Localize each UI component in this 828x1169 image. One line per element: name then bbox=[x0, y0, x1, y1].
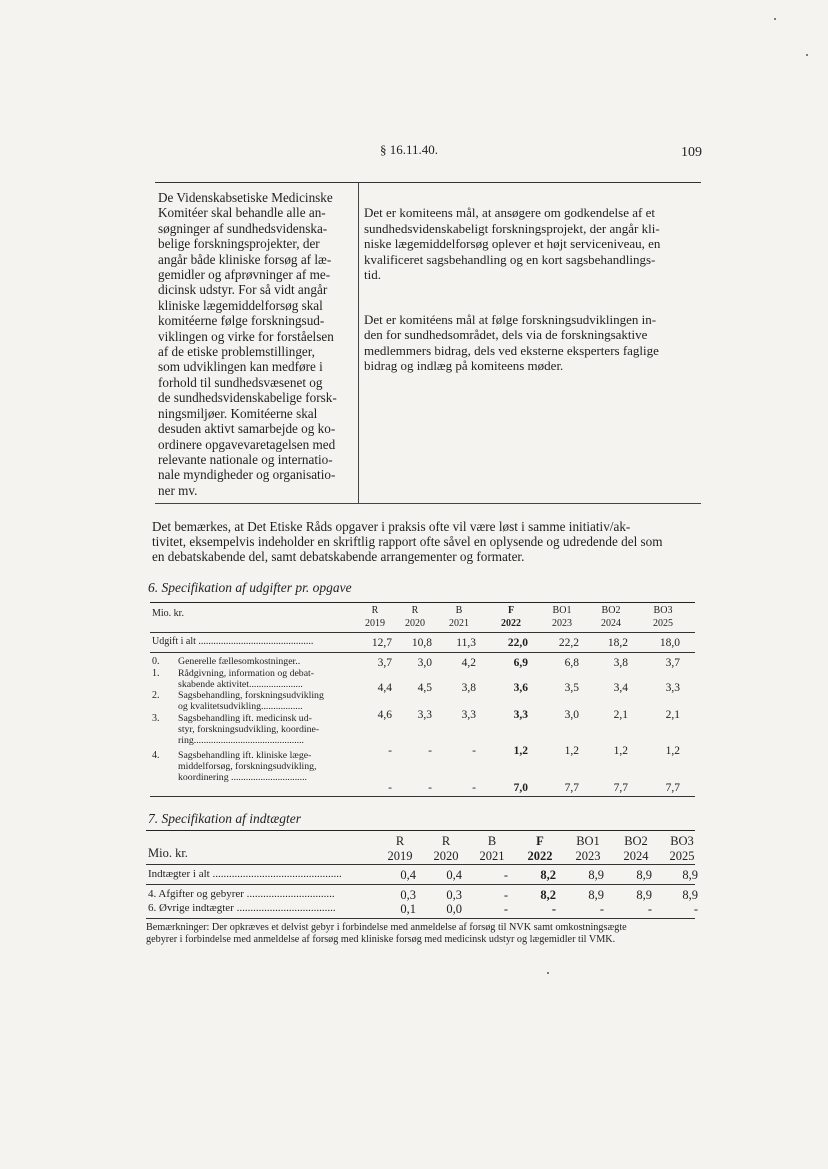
table2-col-code: R bbox=[395, 834, 405, 848]
table1-col-code: BO3 bbox=[653, 605, 673, 616]
body-paragraph: Det bemærkes, at Det Etiske Råds opgaver i praksis ofte vil være løst i samme initiativ/ak- tivitet, eksempelvis indeholder en skriftlig rapport ofte såvel en oplysende og udredende del som en debatskabende del, samt debatskabende arrangementer og formater. bbox=[152, 519, 663, 564]
table1-row-number: 3. bbox=[152, 713, 160, 724]
table2-cell: 8,9 bbox=[682, 888, 698, 902]
table1-cell: 3,3 bbox=[513, 709, 528, 721]
scan-speck bbox=[547, 972, 549, 974]
table1-cell: 3,3 bbox=[461, 709, 476, 721]
table1-row-number: 4. bbox=[152, 750, 160, 761]
table2-total-cell: 0,4 bbox=[446, 868, 462, 882]
table1-cell: - bbox=[428, 782, 432, 794]
table1-cell: 1,2 bbox=[513, 745, 528, 757]
table2-col-code: B bbox=[487, 834, 497, 848]
table2-total-cell: 8,9 bbox=[636, 868, 652, 882]
table2-col-year: 2019 bbox=[387, 849, 413, 863]
scan-speck bbox=[806, 54, 808, 56]
table1-cell: 3,3 bbox=[417, 709, 432, 721]
table1-unit: Mio. kr. bbox=[152, 608, 184, 619]
table2-row-label: 4. Afgifter og gebyrer ................................ bbox=[148, 888, 335, 900]
table2-cell: 0,1 bbox=[400, 902, 416, 916]
table1-total-cell: 22,0 bbox=[507, 637, 528, 649]
table2-col-code: F bbox=[536, 834, 544, 848]
table2-col-code: BO2 bbox=[624, 834, 648, 848]
table1-cell: 3,7 bbox=[665, 657, 680, 669]
table1-cell: 3,5 bbox=[564, 682, 579, 694]
table1-col-year: 2025 bbox=[653, 618, 673, 629]
table2-col-code: BO1 bbox=[576, 834, 600, 848]
table1-col-code: F bbox=[507, 605, 515, 616]
table1-cell: 7,7 bbox=[665, 782, 680, 794]
table1-cell: 4,2 bbox=[461, 657, 476, 669]
table1-total-rule bbox=[150, 652, 695, 653]
table2-col-code: R bbox=[441, 834, 451, 848]
table2-cell: 0,3 bbox=[400, 888, 416, 902]
table2-cell: - bbox=[599, 902, 604, 916]
table2-col-year: 2025 bbox=[669, 849, 695, 863]
table1-cell: 2,1 bbox=[613, 709, 628, 721]
table1-cell: - bbox=[472, 745, 476, 757]
table1-cell: 4,6 bbox=[377, 709, 392, 721]
table2-top-rule bbox=[146, 830, 695, 831]
table2-cell: - bbox=[503, 888, 508, 902]
table1-cell: 3,0 bbox=[564, 709, 579, 721]
table2-header-rule bbox=[146, 864, 695, 865]
table2-col-year: 2021 bbox=[479, 849, 505, 863]
table1-col-year: 2019 bbox=[365, 618, 385, 629]
table1-cell: 7,7 bbox=[564, 782, 579, 794]
table2-unit: Mio. kr. bbox=[148, 846, 188, 860]
table2-cell: 8,9 bbox=[636, 888, 652, 902]
table1-row-label: Sagsbehandling ift. medicinsk ud- styr, forskningsudvikling, koordine- ring............................................. bbox=[178, 713, 320, 747]
table1-title: 6. Specifikation af udgifter pr. opgave bbox=[148, 580, 352, 595]
table1-col-code: R bbox=[411, 605, 419, 616]
table1-cell: 7,7 bbox=[613, 782, 628, 794]
table1-col-year: 2024 bbox=[601, 618, 621, 629]
table1-row-label: Sagsbehandling, forskningsudvikling og kvalitetsudvikling................. bbox=[178, 690, 324, 713]
table1-col-code: R bbox=[371, 605, 379, 616]
table1-cell: - bbox=[388, 745, 392, 757]
table1-header-rule bbox=[150, 632, 695, 633]
table1-row-number: 1. bbox=[152, 668, 160, 679]
goal-paragraph-2: Det er komitéens mål at følge forskningsudviklingen in- den for sundhedsområdet, dels via de forskningsaktive medlemmers bidrag, dels ved eksterne eksperters faglige bidrag og indlæg på komiteens møder. bbox=[364, 311, 659, 374]
table1-cell: - bbox=[472, 782, 476, 794]
table2-cell: - bbox=[503, 902, 508, 916]
table1-cell: 6,9 bbox=[513, 657, 528, 669]
goal-paragraph-1: Det er komiteens mål, at ansøgere om godkendelse af et sundhedsvidenskabeligt forskningsprojekt, der angår kli- niske lægemiddelforsøg oplever et højt serviceniveau, en kvalificeret sagsbehandling og en kort sagsbehandlings- tid. bbox=[364, 205, 661, 283]
table1-row-label: Sagsbehandling ift. kliniske læge- middelforsøg, forskningsudvikling, koordinering ............................... bbox=[178, 750, 317, 784]
table1-cell: - bbox=[388, 782, 392, 794]
table1-col-year: 2022 bbox=[501, 618, 521, 629]
column-divider bbox=[358, 183, 359, 503]
table2-cell: 0,3 bbox=[446, 888, 462, 902]
table1-cell: 3,0 bbox=[417, 657, 432, 669]
section-reference: § 16.11.40. bbox=[380, 142, 439, 157]
table2-total-label: Indtægter i alt ............................................... bbox=[148, 868, 342, 880]
table1-cell: 7,0 bbox=[513, 782, 528, 794]
table1-total-cell: 12,7 bbox=[371, 637, 392, 649]
table1-cell: 6,8 bbox=[564, 657, 579, 669]
table2-row-label: 6. Øvrige indtægter .................................... bbox=[148, 902, 336, 914]
table1-cell: 3,6 bbox=[513, 682, 528, 694]
page-number: 109 bbox=[681, 145, 702, 160]
table1-col-code: BO1 bbox=[552, 605, 572, 616]
table1-cell: - bbox=[428, 745, 432, 757]
table1-total-cell: 22,2 bbox=[558, 637, 579, 649]
table2-cell: 8,2 bbox=[540, 888, 556, 902]
table2-cell: - bbox=[693, 902, 698, 916]
table2-total-rule bbox=[146, 884, 695, 885]
table2-cell: - bbox=[551, 902, 556, 916]
goals-text bbox=[364, 190, 700, 403]
table1-bottom-rule bbox=[150, 796, 695, 797]
table1-total-cell: 11,3 bbox=[456, 637, 476, 649]
table1-total-cell: 18,0 bbox=[659, 637, 680, 649]
goals-box bbox=[155, 182, 701, 504]
table1-row-number: 2. bbox=[152, 690, 160, 701]
table1-total-cell: 10,8 bbox=[411, 637, 432, 649]
tasks-text: De Videnskabsetiske Medicinske Komitéer skal behandle alle an- søgninger af sundhedsvidenska- belige forskningsprojekter, der angår både kliniske forsøg af læ- gemidler og afprøvninger af me- dicinsk udstyr. For så vidt angår kliniske lægemiddelforsøg skal komitéerne følge forskningsud- viklingen og virke for forståelsen af de etiske problemstillinger, som udviklingen kan medføre i forhold til sundhedsvæsenet og de sundhedsvidenskabelige forsk- ningsmiljøer. Komitéerne skal desuden aktivt samarbejde og ko- ordinere opgavevaretagelsen med relevante nationale og internatio- nale myndigheder og organisatio- ner mv. bbox=[158, 190, 337, 498]
table1-col-code: BO2 bbox=[601, 605, 621, 616]
table1-col-year: 2021 bbox=[449, 618, 469, 629]
table2-cell: 8,9 bbox=[588, 888, 604, 902]
table2-col-year: 2024 bbox=[623, 849, 649, 863]
table1-top-rule bbox=[150, 602, 695, 603]
table2-col-year: 2022 bbox=[527, 849, 553, 863]
table1-cell: 3,7 bbox=[377, 657, 392, 669]
table1-cell: 3,4 bbox=[613, 682, 628, 694]
table1-row-label: Rådgivning, information og debat- skabende aktivitet...................... bbox=[178, 668, 315, 691]
table2-col-code: BO3 bbox=[670, 834, 694, 848]
table2-cell: 0,0 bbox=[446, 902, 462, 916]
table2-note: Bemærkninger: Der opkræves et delvist gebyr i forbindelse med anmeldelse af forsøg til NVK samt omkostningsægte gebyrer i forbindelse med anmeldelse af forsøg med kliniske forsøg med medicinsk udstyr og lægemidler til VMK. bbox=[146, 922, 627, 945]
table1-cell: 4,4 bbox=[377, 682, 392, 694]
table1-cell: 4,5 bbox=[417, 682, 432, 694]
table1-col-year: 2023 bbox=[552, 618, 572, 629]
table2-cell: - bbox=[647, 902, 652, 916]
table2-title: 7. Specifikation af indtægter bbox=[148, 811, 301, 826]
table1-col-year: 2020 bbox=[405, 618, 425, 629]
table2-total-cell: 8,9 bbox=[682, 868, 698, 882]
table2-total-cell: - bbox=[503, 868, 508, 882]
table1-cell: 3,3 bbox=[665, 682, 680, 694]
table1-cell: 1,2 bbox=[613, 745, 628, 757]
table1-cell: 3,8 bbox=[461, 682, 476, 694]
scan-speck bbox=[774, 18, 776, 20]
table2-col-year: 2023 bbox=[575, 849, 601, 863]
table2-total-cell: 8,9 bbox=[588, 868, 604, 882]
table1-row-number: 0. bbox=[152, 656, 160, 667]
table1-col-code: B bbox=[455, 605, 463, 616]
table1-cell: 1,2 bbox=[665, 745, 680, 757]
table2-total-cell: 8,2 bbox=[540, 868, 556, 882]
table1-total-cell: 18,2 bbox=[607, 637, 628, 649]
table2-col-year: 2020 bbox=[433, 849, 459, 863]
table2-bottom-rule bbox=[146, 918, 695, 919]
table1-cell: 2,1 bbox=[665, 709, 680, 721]
table2-total-cell: 0,4 bbox=[400, 868, 416, 882]
table1-total-label: Udgift i alt .............................................. bbox=[152, 636, 314, 647]
table1-cell: 3,8 bbox=[613, 657, 628, 669]
table1-row-label: Generelle fællesomkostninger.. bbox=[178, 656, 301, 667]
table1-cell: 1,2 bbox=[564, 745, 579, 757]
